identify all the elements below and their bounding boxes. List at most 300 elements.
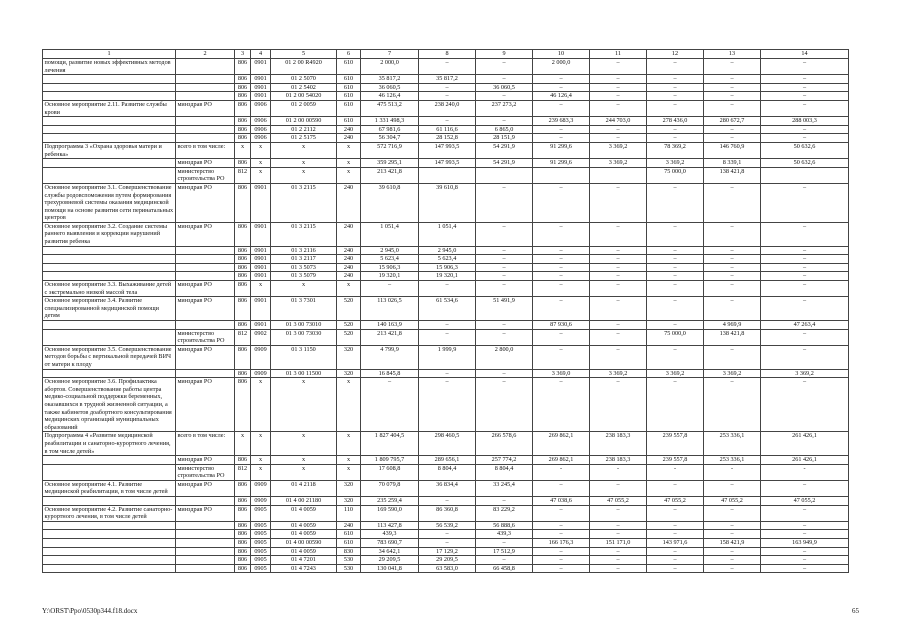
value-cell: – — [533, 547, 590, 556]
value-cell: – — [704, 222, 761, 246]
table-row — [43, 345, 849, 369]
value-cell: 439,3 — [476, 530, 533, 539]
executor-cell — [176, 59, 235, 75]
value-cell: 29 209,5 — [361, 556, 419, 565]
event-name-cell — [43, 329, 176, 345]
table-row — [43, 556, 849, 565]
executor-cell: министерство строительства РО — [176, 329, 235, 345]
value-cell: 320 — [337, 345, 361, 369]
event-name-cell — [43, 497, 176, 506]
value-cell: 01 3 2115 — [271, 222, 337, 246]
value-cell: – — [590, 246, 647, 255]
value-cell: 61 116,6 — [419, 125, 476, 134]
executor-cell — [176, 369, 235, 378]
value-cell: 806 — [235, 83, 251, 92]
table-row — [43, 464, 849, 480]
column-number-header: 7 — [361, 50, 419, 59]
value-cell: x — [337, 159, 361, 168]
value-cell: 158 421,9 — [704, 539, 761, 548]
value-cell: x — [337, 167, 361, 183]
value-cell: – — [761, 556, 849, 565]
value-cell: – — [704, 378, 761, 432]
value-cell: – — [761, 272, 849, 281]
value-cell: 0909 — [251, 345, 271, 369]
executor-cell: всего в том числе: — [176, 142, 235, 158]
value-cell: 806 — [235, 345, 251, 369]
value-cell: – — [361, 378, 419, 432]
value-cell: – — [647, 505, 704, 521]
executor-cell — [176, 547, 235, 556]
table-row — [43, 183, 849, 222]
value-cell: 54 291,9 — [476, 142, 533, 158]
value-cell: 39 610,8 — [419, 183, 476, 222]
value-cell: – — [704, 556, 761, 565]
value-cell: 806 — [235, 134, 251, 143]
value-cell: 67 981,6 — [361, 125, 419, 134]
value-cell: 33 245,4 — [476, 480, 533, 496]
executor-cell: минздрав РО — [176, 297, 235, 321]
value-cell: 01 2 00 00590 — [271, 117, 337, 126]
value-cell: 1 999,9 — [419, 345, 476, 369]
value-cell: 239 557,8 — [647, 456, 704, 465]
event-name-cell — [43, 167, 176, 183]
value-cell: – — [704, 547, 761, 556]
value-cell: 87 930,6 — [533, 321, 590, 330]
value-cell: – — [419, 329, 476, 345]
executor-cell — [176, 117, 235, 126]
value-cell: 75 000,0 — [647, 167, 704, 183]
value-cell: 146 760,9 — [704, 142, 761, 158]
value-cell: 2 945,0 — [419, 246, 476, 255]
value-cell: – — [476, 369, 533, 378]
event-name-cell: Основное мероприятие 3.5. Совершенствование методов борьбы с вертикальной передачей ВИЧ от матери к плоду — [43, 345, 176, 369]
value-cell: x — [251, 456, 271, 465]
value-cell: – — [647, 134, 704, 143]
budget-table-page — [42, 49, 849, 573]
value-cell: 17 129,2 — [419, 547, 476, 556]
value-cell: – — [647, 272, 704, 281]
executor-cell: минздрав РО — [176, 183, 235, 222]
value-cell: 253 336,1 — [704, 432, 761, 456]
value-cell: 01 3 1150 — [271, 345, 337, 369]
value-cell — [761, 167, 849, 183]
table-row — [43, 83, 849, 92]
value-cell: 3 369,2 — [761, 369, 849, 378]
value-cell: – — [704, 480, 761, 496]
value-cell: 66 458,8 — [476, 564, 533, 573]
value-cell: – — [704, 505, 761, 521]
value-cell: – — [590, 272, 647, 281]
value-cell: 1 051,4 — [419, 222, 476, 246]
table-row — [43, 456, 849, 465]
value-cell: – — [647, 564, 704, 573]
value-cell: 75 000,0 — [647, 329, 704, 345]
value-cell: 01 2 5402 — [271, 83, 337, 92]
table-row — [43, 263, 849, 272]
event-name-cell — [43, 272, 176, 281]
value-cell: 0901 — [251, 183, 271, 222]
value-cell: – — [590, 59, 647, 75]
value-cell: – — [476, 321, 533, 330]
value-cell: 3 369,0 — [533, 369, 590, 378]
value-cell: x — [235, 432, 251, 456]
table-row — [43, 564, 849, 573]
table-row — [43, 521, 849, 530]
value-cell: 5 623,4 — [419, 255, 476, 264]
value-cell: 288 003,3 — [761, 117, 849, 126]
value-cell: 01 2 00 R4920 — [271, 59, 337, 75]
value-cell: 806 — [235, 100, 251, 116]
executor-cell — [176, 83, 235, 92]
value-cell: 806 — [235, 539, 251, 548]
event-name-cell — [43, 556, 176, 565]
value-cell: 280 672,7 — [704, 117, 761, 126]
column-number-header: 4 — [251, 50, 271, 59]
value-cell: x — [251, 167, 271, 183]
value-cell: 3 369,2 — [590, 142, 647, 158]
value-cell: – — [590, 480, 647, 496]
table-row — [43, 117, 849, 126]
value-cell: 47 038,6 — [533, 497, 590, 506]
value-cell: 830 — [337, 547, 361, 556]
value-cell: – — [533, 134, 590, 143]
value-cell: 01 4 00 00590 — [271, 539, 337, 548]
value-cell: 812 — [235, 329, 251, 345]
value-cell: – — [476, 329, 533, 345]
value-cell: 15 906,3 — [419, 263, 476, 272]
value-cell: 169 590,0 — [361, 505, 419, 521]
value-cell: 806 — [235, 564, 251, 573]
value-cell: 16 845,8 — [361, 369, 419, 378]
value-cell: – — [590, 134, 647, 143]
value-cell: 235 259,4 — [361, 497, 419, 506]
value-cell: 28 152,8 — [419, 134, 476, 143]
value-cell: 520 — [337, 297, 361, 321]
document-path: Y:\ORST\Ppo\0530p344.f18.docx — [42, 607, 138, 615]
value-cell: – — [704, 530, 761, 539]
value-cell: 239 683,3 — [533, 117, 590, 126]
executor-cell: минздрав РО — [176, 100, 235, 116]
value-cell: 240 — [337, 263, 361, 272]
value-cell: 01 4 2118 — [271, 480, 337, 496]
value-cell: 86 360,8 — [419, 505, 476, 521]
value-cell: – — [533, 100, 590, 116]
column-number-header: 6 — [337, 50, 361, 59]
value-cell: 0909 — [251, 480, 271, 496]
value-cell: – — [704, 125, 761, 134]
value-cell: – — [533, 521, 590, 530]
value-cell: 257 774,2 — [476, 456, 533, 465]
executor-cell — [176, 92, 235, 101]
value-cell: – — [647, 321, 704, 330]
value-cell — [533, 167, 590, 183]
value-cell: 01 3 2115 — [271, 183, 337, 222]
value-cell: 163 949,9 — [761, 539, 849, 548]
value-cell: – — [704, 183, 761, 222]
event-name-cell — [43, 464, 176, 480]
value-cell: – — [533, 505, 590, 521]
event-name-cell: Основное мероприятие 3.3. Выхаживание детей с экстремально низкой массой тела — [43, 281, 176, 297]
value-cell: 113 427,8 — [361, 521, 419, 530]
value-cell: 50 632,6 — [761, 142, 849, 158]
value-cell: 01 3 00 73030 — [271, 329, 337, 345]
value-cell: 610 — [337, 59, 361, 75]
table-row — [43, 222, 849, 246]
value-cell: 0905 — [251, 521, 271, 530]
value-cell: 147 993,5 — [419, 142, 476, 158]
value-cell: – — [761, 281, 849, 297]
value-cell: 2 800,0 — [476, 345, 533, 369]
value-cell: - — [761, 464, 849, 480]
value-cell: 237 273,2 — [476, 100, 533, 116]
value-cell: 54 291,9 — [476, 159, 533, 168]
value-cell: 01 3 7301 — [271, 297, 337, 321]
value-cell: 3 369,2 — [704, 369, 761, 378]
value-cell: 01 4 0059 — [271, 521, 337, 530]
value-cell: – — [533, 272, 590, 281]
value-cell: – — [647, 345, 704, 369]
value-cell: 269 862,1 — [533, 432, 590, 456]
value-cell: 0905 — [251, 539, 271, 548]
value-cell: 70 079,8 — [361, 480, 419, 496]
executor-cell — [176, 263, 235, 272]
value-cell: 3 369,2 — [590, 159, 647, 168]
value-cell: 36 834,4 — [419, 480, 476, 496]
table-row — [43, 255, 849, 264]
value-cell: 8 804,4 — [476, 464, 533, 480]
value-cell: 806 — [235, 297, 251, 321]
value-cell: – — [533, 378, 590, 432]
value-cell: – — [590, 183, 647, 222]
value-cell: 01 2 5070 — [271, 75, 337, 84]
executor-cell — [176, 530, 235, 539]
value-cell: – — [533, 183, 590, 222]
value-cell: – — [533, 83, 590, 92]
value-cell: – — [647, 92, 704, 101]
executor-cell — [176, 556, 235, 565]
value-cell: 17 608,8 — [361, 464, 419, 480]
value-cell: – — [533, 556, 590, 565]
value-cell: x — [251, 281, 271, 297]
value-cell: 01 3 2117 — [271, 255, 337, 264]
value-cell: 35 817,2 — [419, 75, 476, 84]
value-cell: 91 299,6 — [533, 159, 590, 168]
value-cell: – — [476, 556, 533, 565]
value-cell: 01 4 0059 — [271, 505, 337, 521]
event-name-cell: помощи, развитие новых эффективных методов лечения — [43, 59, 176, 75]
value-cell: – — [761, 92, 849, 101]
value-cell: – — [533, 246, 590, 255]
value-cell: – — [761, 564, 849, 573]
event-name-cell — [43, 456, 176, 465]
event-name-cell — [43, 75, 176, 84]
executor-cell: минздрав РО — [176, 281, 235, 297]
value-cell: – — [590, 321, 647, 330]
event-name-cell: Подпрограмма 4 «Развитие медицинской реабилитации и санаторно-курортного лечения, в том числе детей» — [43, 432, 176, 456]
value-cell: – — [647, 59, 704, 75]
value-cell: 140 163,9 — [361, 321, 419, 330]
table-row — [43, 530, 849, 539]
value-cell: 213 421,8 — [361, 167, 419, 183]
value-cell: – — [590, 329, 647, 345]
event-name-cell: Основное мероприятие 2.11. Развитие службы крови — [43, 100, 176, 116]
value-cell: – — [533, 564, 590, 573]
value-cell: 47 055,2 — [704, 497, 761, 506]
value-cell: – — [590, 125, 647, 134]
table-row — [43, 59, 849, 75]
event-name-cell — [43, 539, 176, 548]
value-cell: 240 — [337, 246, 361, 255]
value-cell: – — [590, 100, 647, 116]
value-cell: – — [476, 255, 533, 264]
value-cell: – — [761, 480, 849, 496]
value-cell: – — [761, 125, 849, 134]
value-cell: x — [271, 281, 337, 297]
value-cell: 01 3 5079 — [271, 272, 337, 281]
value-cell: – — [419, 369, 476, 378]
value-cell: 8 339,1 — [704, 159, 761, 168]
event-name-cell — [43, 321, 176, 330]
value-cell: 91 299,6 — [533, 142, 590, 158]
value-cell: – — [761, 183, 849, 222]
value-cell: – — [704, 134, 761, 143]
value-cell: 8 804,4 — [419, 464, 476, 480]
value-cell: – — [704, 100, 761, 116]
value-cell: – — [476, 75, 533, 84]
event-name-cell — [43, 125, 176, 134]
event-name-cell: Подпрограмма 3 «Охрана здоровья матери и ребенка» — [43, 142, 176, 158]
value-cell: – — [761, 530, 849, 539]
value-cell: 298 460,5 — [419, 432, 476, 456]
value-cell: 320 — [337, 369, 361, 378]
value-cell: x — [337, 281, 361, 297]
value-cell: 0905 — [251, 505, 271, 521]
value-cell: 1 827 404,5 — [361, 432, 419, 456]
value-cell: – — [647, 530, 704, 539]
column-number-header: 8 — [419, 50, 476, 59]
value-cell: 240 — [337, 134, 361, 143]
value-cell: 17 512,9 — [476, 547, 533, 556]
value-cell: – — [704, 59, 761, 75]
value-cell: – — [476, 539, 533, 548]
executor-cell — [176, 125, 235, 134]
value-cell: 2 945,0 — [361, 246, 419, 255]
value-cell: – — [419, 530, 476, 539]
value-cell: 113 026,5 — [361, 297, 419, 321]
value-cell: – — [590, 521, 647, 530]
value-cell: – — [704, 92, 761, 101]
value-cell: 1 331 498,3 — [361, 117, 419, 126]
value-cell: – — [533, 255, 590, 264]
value-cell: 01 4 0059 — [271, 530, 337, 539]
table-row — [43, 246, 849, 255]
executor-cell — [176, 521, 235, 530]
value-cell: 130 041,8 — [361, 564, 419, 573]
value-cell: x — [235, 142, 251, 158]
value-cell: 19 320,1 — [419, 272, 476, 281]
value-cell: – — [533, 281, 590, 297]
value-cell: – — [647, 100, 704, 116]
value-cell: x — [251, 432, 271, 456]
value-cell: 520 — [337, 329, 361, 345]
value-cell: 28 151,9 — [476, 134, 533, 143]
value-cell: – — [647, 125, 704, 134]
column-number-header: 1 — [43, 50, 176, 59]
value-cell: 278 436,0 — [647, 117, 704, 126]
value-cell: 610 — [337, 530, 361, 539]
value-cell: x — [271, 142, 337, 158]
value-cell: – — [533, 530, 590, 539]
value-cell: – — [704, 75, 761, 84]
column-number-header: 3 — [235, 50, 251, 59]
value-cell: – — [419, 92, 476, 101]
value-cell: – — [647, 222, 704, 246]
column-number-header: 9 — [476, 50, 533, 59]
value-cell: – — [419, 117, 476, 126]
budget-table — [42, 49, 849, 573]
value-cell: 806 — [235, 505, 251, 521]
value-cell: 530 — [337, 556, 361, 565]
value-cell: 806 — [235, 246, 251, 255]
value-cell: 213 421,8 — [361, 329, 419, 345]
value-cell: – — [704, 345, 761, 369]
value-cell: 812 — [235, 167, 251, 183]
value-cell: – — [590, 281, 647, 297]
event-name-cell — [43, 530, 176, 539]
value-cell: 01 4 7201 — [271, 556, 337, 565]
value-cell: 0906 — [251, 100, 271, 116]
value-cell: x — [337, 432, 361, 456]
value-cell: 806 — [235, 255, 251, 264]
table-row — [43, 159, 849, 168]
value-cell: – — [647, 255, 704, 264]
executor-cell: минздрав РО — [176, 159, 235, 168]
event-name-cell: Основное мероприятие 4.2. Развитие санаторно-курортного лечения, в том числе детей — [43, 505, 176, 521]
value-cell: 806 — [235, 272, 251, 281]
value-cell: – — [704, 521, 761, 530]
value-cell: 530 — [337, 564, 361, 573]
value-cell: – — [761, 59, 849, 75]
value-cell: 240 — [337, 521, 361, 530]
value-cell: – — [761, 329, 849, 345]
value-cell: – — [704, 564, 761, 573]
event-name-cell — [43, 564, 176, 573]
value-cell: 35 817,2 — [361, 75, 419, 84]
value-cell: 47 055,2 — [590, 497, 647, 506]
executor-cell — [176, 272, 235, 281]
value-cell — [476, 167, 533, 183]
value-cell: – — [533, 345, 590, 369]
value-cell: 238 183,3 — [590, 432, 647, 456]
value-cell: – — [761, 345, 849, 369]
value-cell: 0909 — [251, 369, 271, 378]
value-cell: – — [761, 75, 849, 84]
value-cell: – — [590, 547, 647, 556]
value-cell: - — [704, 464, 761, 480]
value-cell: – — [590, 345, 647, 369]
value-cell: 46 126,4 — [533, 92, 590, 101]
executor-cell: минздрав РО — [176, 456, 235, 465]
value-cell: x — [271, 378, 337, 432]
value-cell: 610 — [337, 539, 361, 548]
value-cell: 806 — [235, 117, 251, 126]
value-cell: 147 993,5 — [419, 159, 476, 168]
value-cell: 0905 — [251, 547, 271, 556]
value-cell: 15 906,3 — [361, 263, 419, 272]
event-name-cell — [43, 521, 176, 530]
value-cell: 01 2 2112 — [271, 125, 337, 134]
table-row — [43, 480, 849, 496]
